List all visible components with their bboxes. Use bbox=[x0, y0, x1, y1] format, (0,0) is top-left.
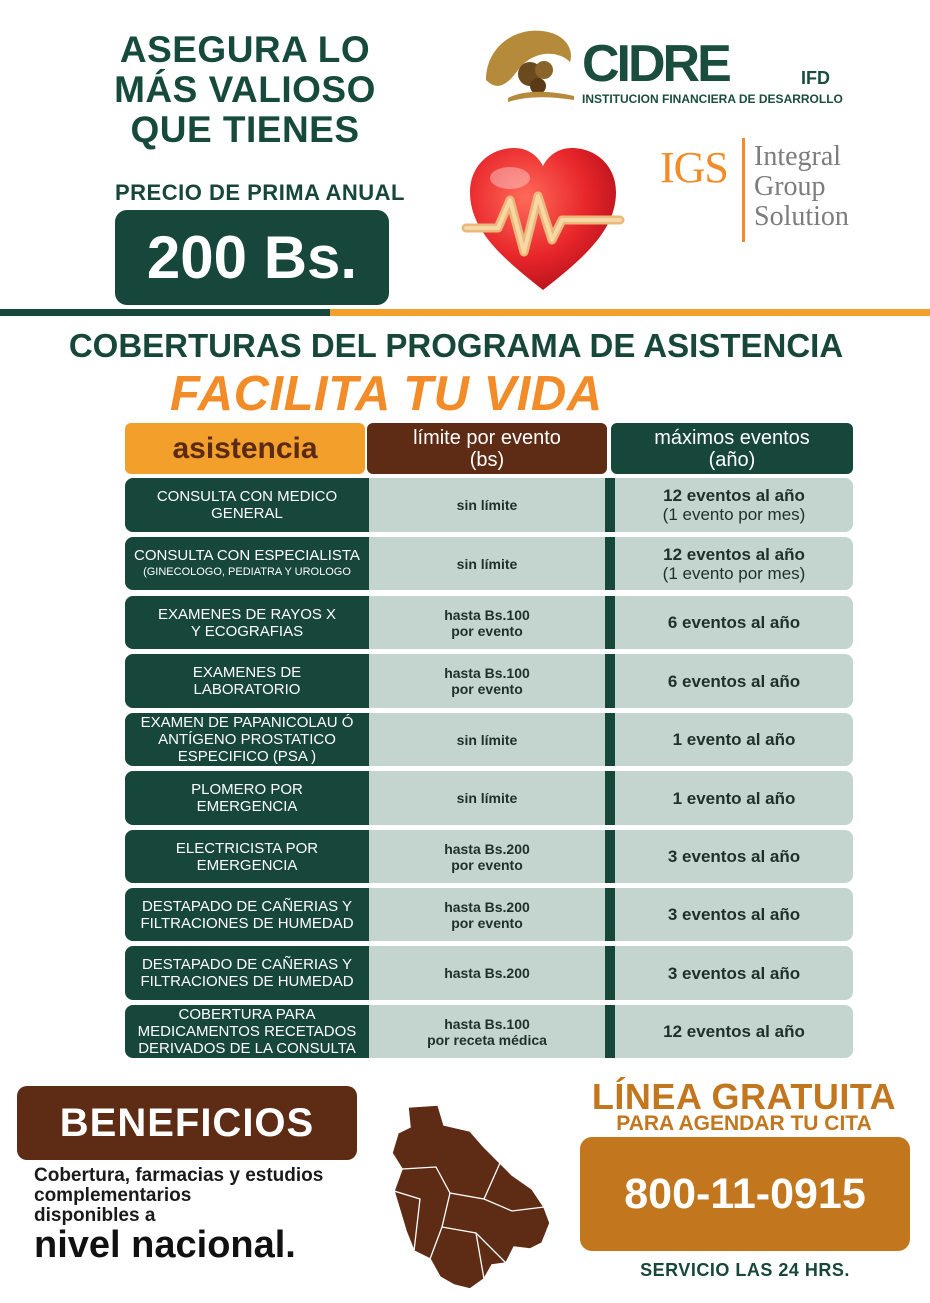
cell-max-note: (1 evento por mes) bbox=[662, 505, 806, 524]
cell-assistance-line: DESTAPADO DE CAÑERIAS Y bbox=[141, 956, 353, 973]
hotline-subtitle: PARA AGENDAR TU CITA bbox=[616, 1112, 872, 1135]
cell-assistance-line: LABORATORIO bbox=[193, 681, 301, 698]
cell-max-main: 12 eventos al año bbox=[663, 1022, 805, 1041]
divider-green bbox=[0, 309, 330, 316]
cell-max-main: 1 evento al año bbox=[672, 730, 796, 749]
cidre-subtitle: INSTITUCION FINANCIERA DE DESARROLLO bbox=[582, 92, 843, 106]
cell-limit-line: por evento bbox=[451, 681, 523, 697]
cell-separator bbox=[605, 888, 615, 941]
cell-assistance-line: ANTÍGENO PROSTATICO bbox=[158, 731, 336, 748]
cell-max-main: 3 eventos al año bbox=[667, 847, 801, 866]
cell-max bbox=[615, 478, 853, 532]
cell-max-main: 12 eventos al año bbox=[663, 486, 805, 505]
cell-limit bbox=[369, 1005, 605, 1058]
cell-separator bbox=[605, 596, 615, 649]
table-row bbox=[125, 596, 853, 649]
cell-assistance bbox=[125, 771, 369, 825]
cell-limit-line: hasta Bs.100 bbox=[444, 665, 530, 681]
cell-assistance bbox=[125, 888, 369, 941]
cell-max-main: 3 eventos al año bbox=[667, 905, 801, 924]
benefits-line: complementarios bbox=[34, 1185, 192, 1206]
cell-limit-line: sin límite bbox=[456, 731, 518, 748]
cell-limit-line: hasta Bs.200 bbox=[444, 965, 530, 981]
cell-assistance bbox=[125, 946, 369, 1000]
igs-logo bbox=[660, 138, 880, 248]
cell-max bbox=[615, 537, 853, 590]
headline-line: QUE TIENES bbox=[130, 109, 360, 150]
cell-limit bbox=[369, 771, 605, 825]
cell-limit-line: sin límite bbox=[456, 555, 518, 572]
cidre-wordmark: CIDRE bbox=[582, 35, 729, 93]
table-row bbox=[125, 713, 853, 766]
cell-max-main: 1 evento al año bbox=[672, 788, 796, 808]
igs-word: Integral bbox=[754, 141, 842, 172]
cell-max bbox=[615, 771, 853, 825]
cell-assistance-line: ELECTRICISTA POR bbox=[175, 839, 319, 857]
cell-limit-line: hasta Bs.200 bbox=[444, 898, 530, 915]
cell-limit bbox=[369, 596, 605, 649]
cell-assistance-line: EMERGENCIA bbox=[196, 856, 298, 874]
cell-assistance-line: EXAMEN DE PAPANICOLAU Ó bbox=[140, 714, 354, 731]
table-row bbox=[125, 888, 853, 941]
price-badge: 200 Bs. bbox=[115, 210, 389, 305]
cell-assistance bbox=[125, 654, 369, 708]
cell-assistance-line: COBERTURA PARA bbox=[178, 1006, 316, 1023]
hotline-title: LÍNEA GRATUITA bbox=[591, 1076, 897, 1117]
cidre-logo bbox=[478, 20, 858, 110]
cell-limit bbox=[369, 654, 605, 708]
cell-max-main: 3 eventos al año bbox=[667, 963, 801, 983]
cell-max-main: 6 eventos al año bbox=[667, 613, 801, 632]
headline bbox=[60, 30, 430, 150]
price-label: PRECIO DE PRIMA ANUAL bbox=[115, 180, 405, 205]
cell-limit-line: por evento bbox=[451, 856, 523, 873]
cell-separator bbox=[605, 537, 615, 590]
cell-max-note: (1 evento por mes) bbox=[662, 563, 806, 583]
igs-divider bbox=[742, 138, 745, 242]
cell-assistance-line: DESTAPADO DE CAÑERIAS Y bbox=[141, 897, 353, 915]
header-max-line: (año) bbox=[708, 448, 756, 471]
header-assistance: asistencia bbox=[125, 423, 365, 474]
cell-limit-line: por evento bbox=[451, 622, 523, 639]
cell-limit-line: por receta médica bbox=[427, 1031, 547, 1048]
cell-max-main: 6 eventos al año bbox=[667, 671, 801, 691]
cell-limit bbox=[369, 946, 605, 1000]
cell-max bbox=[615, 946, 853, 1000]
cell-assistance-line: FILTRACIONES DE HUMEDAD bbox=[140, 973, 354, 990]
cell-max bbox=[615, 654, 853, 708]
headline-line: MÁS VALIOSO bbox=[114, 69, 376, 110]
cell-max bbox=[615, 713, 853, 766]
benefits-line: Cobertura, farmacias y estudios bbox=[34, 1165, 324, 1186]
benefits-title: BENEFICIOS bbox=[17, 1086, 357, 1160]
cell-assistance bbox=[125, 478, 369, 532]
cell-max bbox=[615, 1005, 853, 1058]
heart-pulse-icon bbox=[458, 140, 628, 295]
igs-word: Group bbox=[754, 171, 826, 202]
cell-limit bbox=[369, 713, 605, 766]
cell-separator bbox=[605, 478, 615, 532]
cell-limit bbox=[369, 830, 605, 883]
header-max-line: máximos eventos bbox=[654, 426, 810, 449]
cell-limit-line: hasta Bs.100 bbox=[444, 606, 530, 623]
cell-assistance-line: DERIVADOS DE LA CONSULTA bbox=[138, 1040, 356, 1057]
cell-assistance-line: ESPECIFICO (PSA ) bbox=[177, 748, 317, 765]
cell-assistance-line: PLOMERO POR bbox=[191, 781, 303, 798]
igs-word: Solution bbox=[754, 201, 849, 232]
header-limit bbox=[367, 423, 607, 474]
benefits-text bbox=[34, 1166, 374, 1226]
cell-max-main: 12 eventos al año bbox=[663, 544, 805, 564]
cell-assistance-line: (GINECOLOGO, PEDIATRA Y UROLOGO bbox=[143, 565, 351, 578]
divider-orange bbox=[330, 309, 930, 316]
table-row bbox=[125, 771, 853, 825]
hotline-service: SERVICIO LAS 24 HRS. bbox=[640, 1260, 850, 1280]
cell-separator bbox=[605, 830, 615, 883]
coverage-subtitle: FACILITA TU VIDA bbox=[170, 367, 603, 421]
cell-assistance-line: EMERGENCIA bbox=[196, 798, 298, 815]
cell-separator bbox=[605, 713, 615, 766]
cell-max bbox=[615, 596, 853, 649]
header-max bbox=[611, 423, 853, 474]
cell-assistance-line: Y ECOGRAFIAS bbox=[190, 622, 304, 640]
cell-separator bbox=[605, 1005, 615, 1058]
cell-assistance-line: CONSULTA CON ESPECIALISTA bbox=[134, 546, 360, 564]
cell-max bbox=[615, 830, 853, 883]
table-row bbox=[125, 1005, 853, 1058]
cell-max bbox=[615, 888, 853, 941]
cell-separator bbox=[605, 654, 615, 708]
cell-assistance bbox=[125, 830, 369, 883]
table-row bbox=[125, 654, 853, 708]
table-row bbox=[125, 478, 853, 532]
benefits-line: disponibles a bbox=[34, 1205, 156, 1226]
header-limit-line: (bs) bbox=[469, 448, 505, 471]
benefits-highlight: nivel nacional. bbox=[34, 1224, 296, 1266]
header-limit-line: límite por evento bbox=[413, 426, 561, 449]
cell-assistance-line: EXAMENES DE RAYOS X bbox=[157, 605, 337, 623]
cell-limit-line: por evento bbox=[451, 914, 523, 931]
hotline-phone[interactable]: 800-11-0915 bbox=[580, 1137, 910, 1251]
cell-limit-line: sin límite bbox=[456, 497, 518, 513]
cell-limit bbox=[369, 478, 605, 532]
cidre-emblem-icon bbox=[478, 20, 578, 108]
coverage-title: COBERTURAS DEL PROGRAMA DE ASISTENCIA bbox=[68, 327, 844, 364]
cell-assistance bbox=[125, 713, 369, 766]
igs-letters: IGS bbox=[660, 143, 728, 192]
cell-separator bbox=[605, 771, 615, 825]
cell-separator bbox=[605, 946, 615, 1000]
cell-limit-line: hasta Bs.100 bbox=[444, 1015, 530, 1032]
igs-words bbox=[754, 142, 849, 232]
cell-assistance bbox=[125, 1005, 369, 1058]
cell-limit bbox=[369, 537, 605, 590]
table-row bbox=[125, 537, 853, 590]
cell-assistance bbox=[125, 596, 369, 649]
cell-assistance-line: EXAMENES DE bbox=[192, 664, 302, 681]
cell-assistance-line: GENERAL bbox=[211, 505, 283, 522]
cell-limit-line: hasta Bs.200 bbox=[444, 840, 530, 857]
cell-assistance-line: FILTRACIONES DE HUMEDAD bbox=[140, 914, 354, 932]
cell-assistance bbox=[125, 537, 369, 590]
table-row bbox=[125, 946, 853, 1000]
cell-assistance-line: CONSULTA CON MEDICO bbox=[156, 488, 338, 505]
headline-line: ASEGURA LO bbox=[119, 29, 371, 70]
cell-limit-line: sin límite bbox=[456, 790, 518, 806]
cidre-suffix: IFD bbox=[801, 68, 830, 88]
cell-limit bbox=[369, 888, 605, 941]
cell-assistance-line: MEDICAMENTOS RECETADOS bbox=[137, 1023, 357, 1040]
table-row bbox=[125, 830, 853, 883]
bolivia-map-icon bbox=[380, 1103, 560, 1293]
